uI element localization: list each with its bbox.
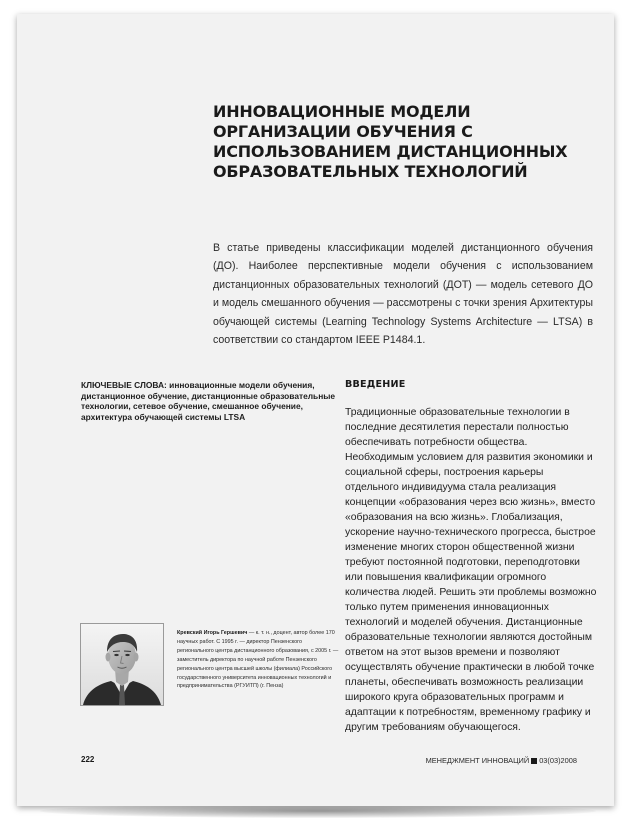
journal-issue: 03(03)2008 [539, 756, 577, 765]
author-photo [80, 623, 164, 706]
author-bio-text: — к. т. н., доцент, автор более 170 научных работ. С 1995 г. — директор Пензенского регионального центра дистанционного образования, с 2005 г. — заместитель директора по научной работе Пензенского регионального центра высшей школы (филиала) Российского государственного университета инновационных технологий и предпринимательства (РГУИТП) (г. Пенза) [177, 630, 339, 690]
introduction-text: Традиционные образовательные технологии в последние десятилетия перестали полностью обеспечивать потребности общества. Необходимым условием для развития экономики и социальной сферы, построения карьеры отдельного индивидуума стала реализация концепции «образования через всю жизнь», вместо «образования на всю жизнь». Глобализация, ускорение научно-технического прогресса, быстрое изменение многих сторон общественной жизни требуют постоянной подготовки, переподготовки или повышения квалификации огромного количества людей. Решить эти проблемы возможно только путем применения инновационных технологий и моделей обучения. Дистанционные образовательные технологии являются достойным ответом на этот вызов времени и позволяют осуществлять обучение практически в любой точке планеты, обеспечивать возможность реализации широкого круга образовательных программ и адаптации к потребностям, временному графику и другим требованиям обучающегося. [345, 407, 597, 733]
journal-footer [426, 756, 577, 765]
introduction-heading: ВВЕДЕНИЕ [345, 379, 406, 390]
journal-page [17, 14, 614, 806]
page-number: 222 [81, 755, 95, 764]
article-abstract: В статье приведены классификации моделей дистанционного обучения (ДО). Наиболее перспективные модели обучения с использованием дистанционных образовательных технологий (ДОТ) — модель сетевого ДО и модель смешанного обучения — рассмотрены с точки зрения Архитектуры обучающей системы (Learning Technology Systems Architecture — LTSA) в соответствии со стандартом IEEE P1484.1. [213, 242, 593, 347]
author-bio [177, 629, 339, 691]
square-separator-icon [531, 758, 537, 764]
journal-name: МЕНЕДЖМЕНТ ИННОВАЦИЙ [425, 756, 530, 765]
article-title: ИННОВАЦИОННЫЕ МОДЕЛИ ОРГАНИЗАЦИИ ОБУЧЕНИЯ С ИСПОЛЬЗОВАНИЕМ ДИСТАНЦИОННЫХ ОБРАЗОВАТЕЛЬНЫХ ТЕХНОЛОГИЙ [213, 102, 568, 181]
keywords: КЛЮЧЕВЫЕ СЛОВА: инновационные модели обучения, дистанционное обучение, дистанционные образовательные технологии, сетевое обучение, смешанное обучение, архитектура обучающей системы LTSA [81, 380, 336, 422]
author-portrait-image [81, 624, 163, 705]
page-drop-shadow [40, 804, 596, 818]
author-name: Кревский Игорь Гершевич [177, 630, 248, 636]
